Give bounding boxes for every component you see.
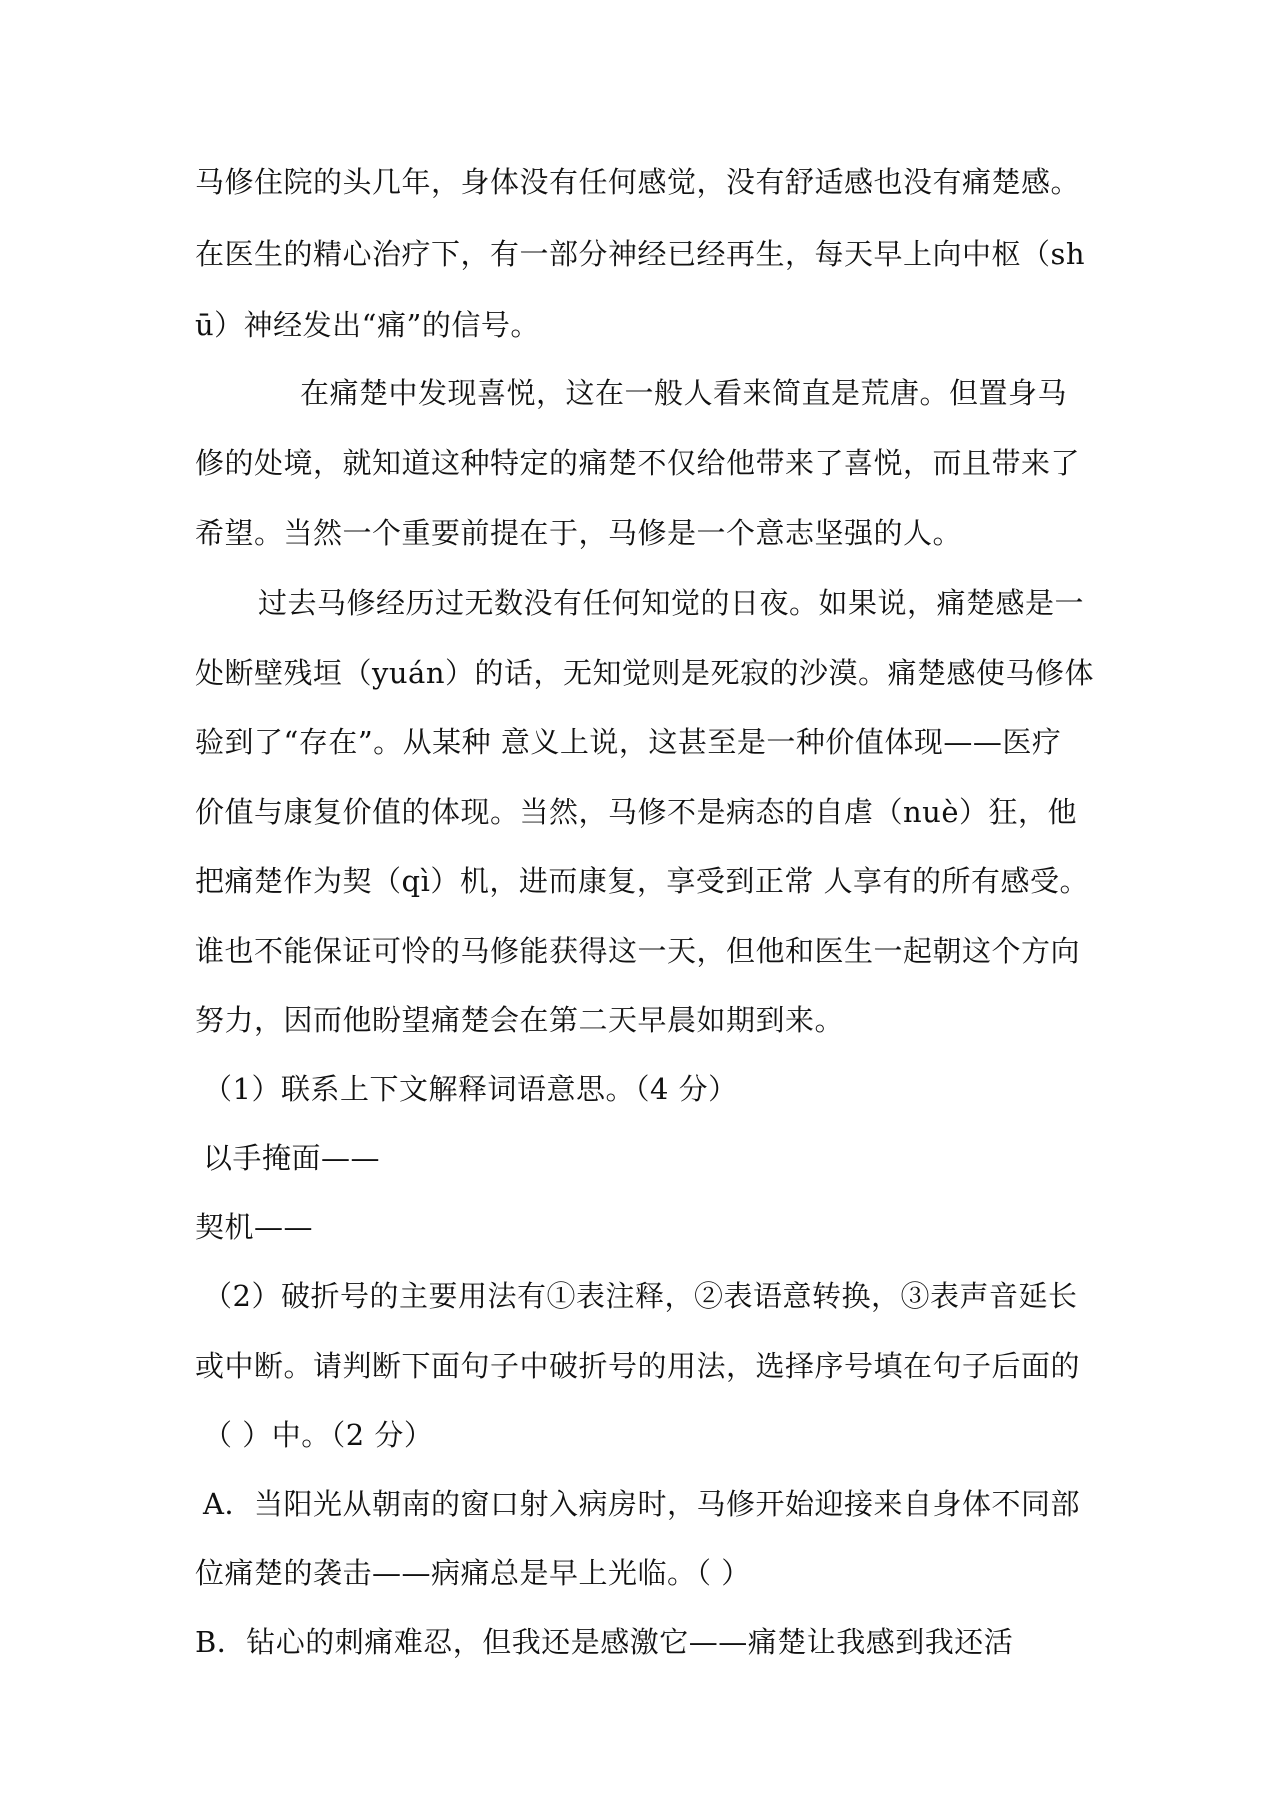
text-line-2: 在医生的精心治疗下，有一部分神经已经再生，每天早上向中枢（sh	[195, 237, 1086, 271]
text-line-7: 过去马修经历过无数没有任何知觉的日夜。如果说，痛楚感是一	[258, 586, 1085, 620]
question-2-prompt-line-1: （2）破折号的主要用法有①表注释，②表语意转换，③表声音延长	[203, 1279, 1078, 1313]
text-line-9: 验到了“存在”。从某种 意义上说，这甚至是一种价值体现——医疗	[195, 725, 1062, 759]
question-2-option-b-line-1: B．钻心的刺痛难忍，但我还是感激它——痛楚让我感到我还活	[195, 1625, 1014, 1659]
question-2-option-a-line-1: A．当阳光从朝南的窗口射入病房时，马修开始迎接来自身体不同部	[203, 1487, 1080, 1521]
text-line-1: 马修住院的头几年，身体没有任何感觉，没有舒适感也没有痛楚感。	[195, 165, 1081, 199]
question-2-option-a-line-2: 位痛楚的袭击——病痛总是早上光临。（ ）	[195, 1556, 751, 1590]
text-line-12: 谁也不能保证可怜的马修能获得这一天，但他和医生一起朝这个方向	[195, 934, 1081, 968]
text-line-5: 修的处境，就知道这种特定的痛楚不仅给他带来了喜悦，而且带来了	[195, 446, 1081, 480]
question-1-prompt: （1）联系上下文解释词语意思。（4 分）	[203, 1072, 738, 1106]
text-line-8: 处断壁残垣（yuán）的话，无知觉则是死寂的沙漠。痛楚感使马修体	[195, 656, 1095, 690]
question-2-prompt-line-2: 或中断。请判断下面句子中破折号的用法，选择序号填在句子后面的	[195, 1349, 1081, 1383]
question-1-item-a: 以手掩面——	[203, 1141, 381, 1175]
text-line-6: 希望。当然一个重要前提在于，马修是一个意志坚强的人。	[195, 516, 963, 550]
text-line-3: ū）神经发出“痛”的信号。	[195, 308, 540, 342]
text-line-11: 把痛楚作为契（qì）机，进而康复，享受到正常 人享有的所有感受。	[195, 864, 1090, 898]
text-line-4: 在痛楚中发现喜悦，这在一般人看来简直是荒唐。但置身马	[300, 376, 1068, 410]
text-line-10: 价值与康复价值的体现。当然，马修不是病态的自虐（nuè）狂，他	[195, 795, 1078, 829]
text-line-13: 努力，因而他盼望痛楚会在第二天早晨如期到来。	[195, 1003, 845, 1037]
question-2-prompt-line-3: （ ）中。（2 分）	[203, 1418, 434, 1452]
question-1-item-b: 契机——	[195, 1210, 314, 1244]
